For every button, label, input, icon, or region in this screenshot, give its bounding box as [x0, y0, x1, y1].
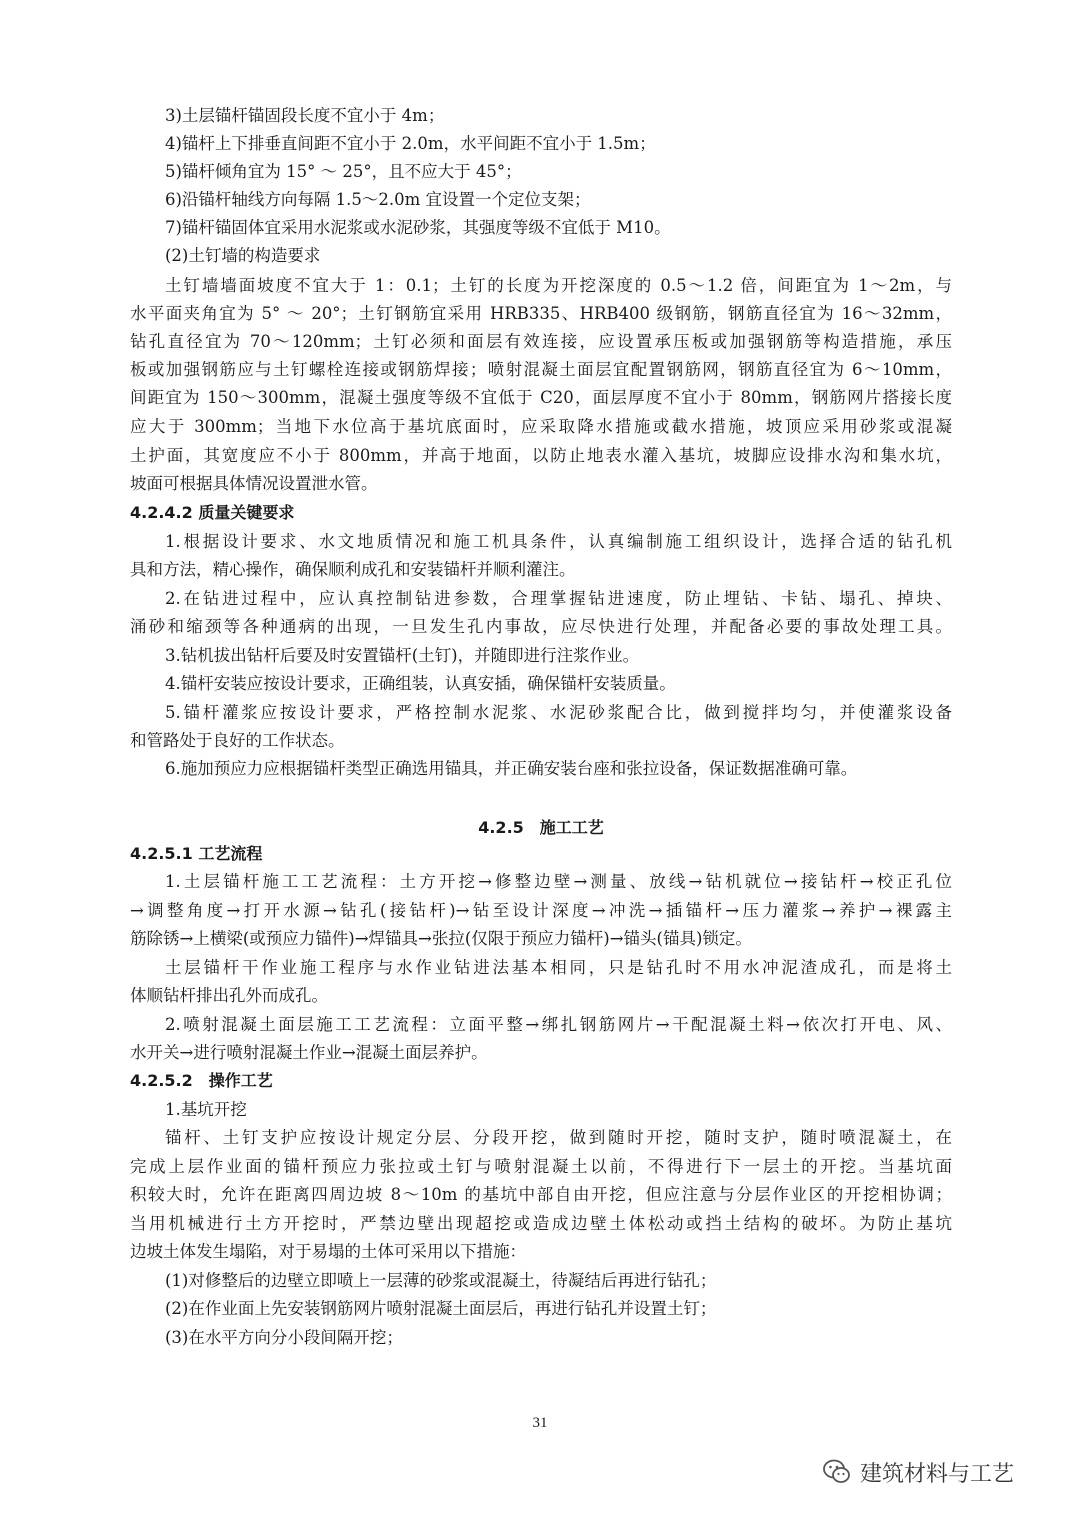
text-line: 5)锚杆倾角宜为 15° ～ 25°，且不应大于 45°；: [165, 162, 522, 181]
page-number: 31: [532, 1415, 548, 1431]
text-line: 具和方法，精心操作，确保顺利成孔和安装锚杆并顺利灌注。: [130, 560, 576, 579]
text-line: (1)对修整后的边壁立即喷上一层薄的砂浆或混凝土，待凝结后再进行钻孔；: [165, 1271, 717, 1290]
text-line: 边坡土体发生塌陷，对于易塌的土体可采用以下措施：: [130, 1242, 526, 1261]
text-line: 水开关→进行喷射混凝土作业→混凝土面层养护。: [130, 1043, 488, 1062]
text-line: 体顺钻杆排出孔外而成孔。: [130, 986, 328, 1005]
text-line: 锚杆、土钉支护应按设计规定分层、分段开挖，做到随时开挖，随时支护，随时喷混凝土，在: [165, 1128, 952, 1147]
text-line: 板或加强钢筋应与土钉螺栓连接或钢筋焊接；喷射混凝土面层宜配置钢筋网，钢筋直径宜为 6～10mm，: [130, 360, 952, 379]
text-line: 土层锚杆干作业施工程序与水作业钻进法基本相同，只是钻孔时不用水冲泥渣成孔，而是将土: [165, 958, 952, 977]
text-line: →调整角度→打开水源→钻孔(接钻杆)→钻至设计深度→冲洗→插锚杆→压力灌浆→养护→裸露主: [130, 901, 952, 920]
text-line: 7)锚杆锚固体宜采用水泥浆或水泥砂浆，其强度等级不宜低于 M10。: [165, 218, 671, 237]
section-heading: 4.2.4.2 质量关键要求: [130, 503, 295, 522]
text-line: 和管路处于良好的工作状态。: [130, 731, 345, 750]
text-line: 3)土层锚杆锚固段长度不宜小于 4m；: [165, 106, 445, 125]
text-line: 2.在钻进过程中，应认真控制钻进参数，合理掌握钻进速度，防止埋钻、卡钻、塌孔、掉块、: [165, 589, 952, 608]
section-heading: 4.2.5.2 操作工艺: [130, 1071, 273, 1090]
text-line: 5.锚杆灌浆应按设计要求，严格控制水泥浆、水泥砂浆配合比，做到搅拌均匀，并使灌浆设备: [165, 703, 952, 722]
text-line: 6)沿锚杆轴线方向每隔 1.5～2.0m 宜设置一个定位支架；: [165, 190, 591, 209]
section-title: 4.2.5 施工工艺: [478, 818, 604, 837]
text-line: 6.施加预应力应根据锚杆类型正确选用锚具，并正确安装台座和张拉设备，保证数据准确可靠。: [165, 759, 858, 778]
text-line: (3)在水平方向分小段间隔开挖；: [165, 1328, 403, 1347]
text-line: 积较大时，允许在距离四周边坡 8～10m 的基坑中部自由开挖，但应注意与分层作业区的开挖相协调；: [130, 1185, 952, 1204]
text-line: 1.土层锚杆施工工艺流程：土方开挖→修整边壁→测量、放线→钻机就位→接钻杆→校正孔位: [165, 872, 952, 891]
text-line: (2)土钉墙的构造要求: [165, 246, 321, 265]
text-line: 1.基坑开挖: [165, 1100, 247, 1119]
watermark: [822, 1452, 1014, 1492]
text-line: 坡面可根据具体情况设置泄水管。: [130, 474, 378, 493]
text-line: 钻孔直径宜为 70～120mm；土钉必须和面层有效连接，应设置承压板或加强钢筋等构造措施，承压: [130, 332, 952, 351]
watermark-text: 建筑材料与工艺: [860, 1461, 1015, 1487]
text-line: 3.钻机拔出钻杆后要及时安置锚杆(土钉)，并随即进行注浆作业。: [165, 646, 640, 665]
text-line: 1.根据设计要求、水文地质情况和施工机具条件，认真编制施工组织设计，选择合适的钻孔机: [165, 532, 952, 551]
text-line: 土护面，其宽度应不小于 800mm，并高于地面，以防止地表水灌入基坑，坡脚应设排水沟和集水坑，: [130, 446, 952, 465]
text-line: 水平面夹角宜为 5° ～ 20°；土钉钢筋宜采用 HRB335、HRB400 级钢筋，钢筋直径宜为 16～32mm，: [130, 304, 952, 323]
text-line: 筋除锈→上横梁(或预应力锚件)→焊锚具→张拉(仅限于预应力锚杆)→锚头(锚具)锁定。: [130, 929, 752, 948]
text-line: 土钉墙墙面坡度不宜大于 1：0.1；土钉的长度为开挖深度的 0.5～1.2 倍，间距宜为 1～2m，与: [165, 276, 952, 295]
text-line: 4)锚杆上下排垂直间距不宜小于 2.0m，水平间距不宜小于 1.5m；: [165, 134, 656, 153]
text-line: 2.喷射混凝土面层施工工艺流程：立面平整→绑扎钢筋网片→干配混凝土料→依次打开电、风、: [165, 1015, 952, 1034]
wechat-icon: [822, 1457, 852, 1487]
text-line: (2)在作业面上先安装钢筋网片喷射混凝土面层后，再进行钻孔并设置土钉；: [165, 1299, 717, 1318]
text-line: 涌砂和缩颈等各种通病的出现，一旦发生孔内事故，应尽快进行处理，并配备必要的事故处理工具。: [130, 617, 952, 636]
text-line: 应大于 300mm；当地下水位高于基坑底面时，应采取降水措施或截水措施，坡顶应采用砂浆或混凝: [130, 417, 952, 436]
text-line: 完成上层作业面的锚杆预应力张拉或土钉与喷射混凝土以前，不得进行下一层土的开挖。当基坑面: [130, 1157, 952, 1176]
text-line: 间距宜为 150～300mm，混凝土强度等级不宜低于 C20，面层厚度不宜小于 80mm，钢筋网片搭接长度: [130, 388, 952, 407]
text-line: 4.锚杆安装应按设计要求，正确组装，认真安插，确保锚杆安装质量。: [165, 674, 676, 693]
section-heading: 4.2.5.1 工艺流程: [130, 844, 263, 863]
text-line: 当用机械进行土方开挖时，严禁边壁出现超挖或造成边壁土体松动或挡土结构的破坏。为防止基坑: [130, 1214, 952, 1233]
